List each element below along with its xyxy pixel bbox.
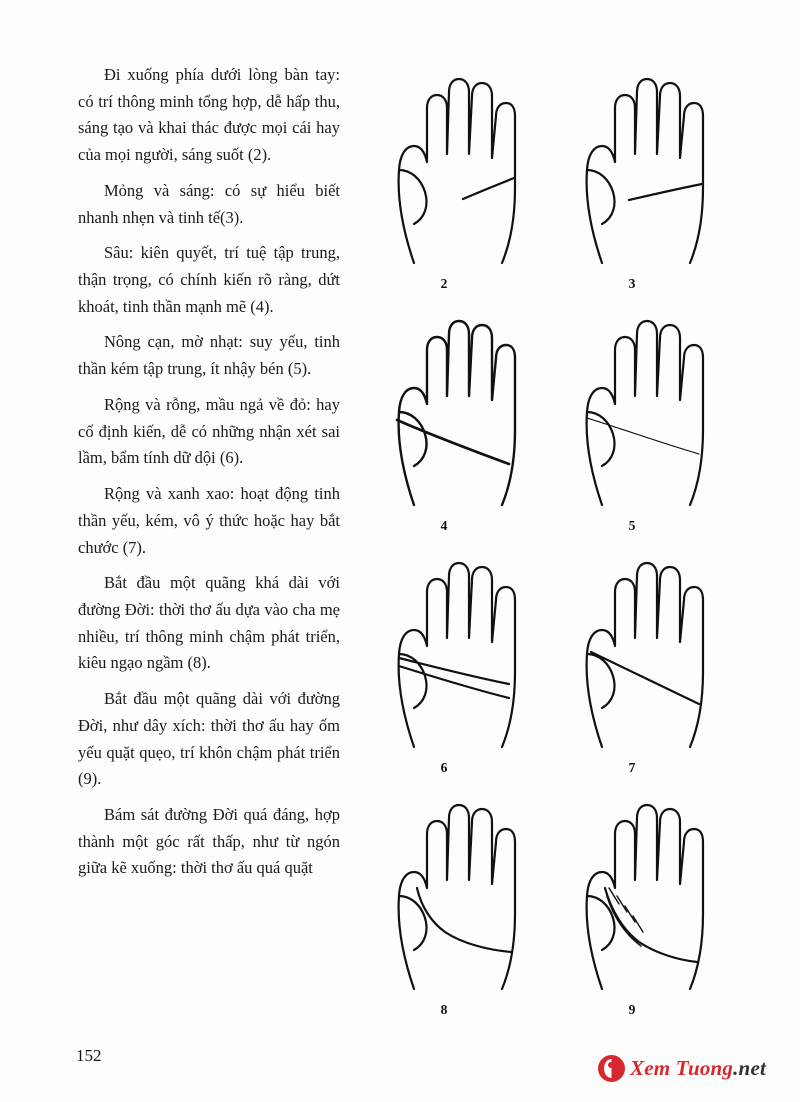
paragraph: Nông cạn, mờ nhạt: suy yếu, tinh thần kém tập trung, ít nhậy bén (5).: [78, 332, 340, 379]
hand-illustration-icon: [359, 542, 529, 752]
yin-yang-icon: [598, 1055, 625, 1082]
palm-diagram-5: [540, 300, 724, 542]
palm-diagram-6: [352, 542, 536, 784]
figure-number: 8: [440, 1002, 448, 1017]
palm-diagram-8: [352, 784, 536, 1026]
paragraph: Sâu: kiên quyết, trí tuệ tập trung, thận trọng, có chính kiến rõ ràng, dứt khoát, tinh thần mạnh mẽ (4).: [78, 243, 340, 316]
palm-diagram-7: [540, 542, 724, 784]
hand-illustration-icon: [547, 300, 717, 510]
paragraph: Bắt đầu một quãng khá dài với đường Đời: thời thơ ấu dựa vào cha mẹ nhiều, trí thông minh chậm phát triển, kiêu ngạo ngầm (8).: [78, 573, 340, 673]
figure-number: 5: [628, 518, 636, 533]
figure-number: 7: [628, 760, 636, 775]
paragraph: Rộng và rỗng, mầu ngả về đỏ: hay cố định kiến, dễ có những nhận xét sai lầm, bẩm tính dữ dội (6).: [78, 394, 340, 468]
watermark-text: [630, 1058, 766, 1079]
paragraph: Đi xuống phía dưới lòng bàn tay: có trí thông minh tổng hợp, dễ hấp thu, sáng tạo và khai thác được mọi cái hay của mọi người, sáng suốt (2).: [78, 65, 340, 165]
hand-illustration-icon: [359, 300, 529, 510]
paragraph: Rộng và xanh xao: hoạt động tinh thần yếu, kém, vô ý thức hoặc hay bắt chước (7).: [78, 484, 340, 557]
figure-number: 3: [628, 276, 636, 291]
palm-diagram-4: [352, 300, 536, 542]
palm-diagram-2: [352, 58, 536, 300]
palm-diagram-9: [540, 784, 724, 1026]
hand-illustration-icon: [547, 784, 717, 994]
figure-number: 2: [440, 276, 448, 291]
figure-grid: [352, 58, 724, 1026]
hand-illustration-icon: [359, 58, 529, 268]
text-column: [78, 62, 340, 891]
paragraph: Bám sát đường Đời quá đáng, hợp thành một góc rất thấp, như từ ngón giữa kẽ xuống: thời thơ ấu quá quặt: [78, 804, 340, 878]
figure-number: 9: [628, 1002, 636, 1017]
hand-illustration-icon: [547, 542, 717, 752]
palm-diagram-3: [540, 58, 724, 300]
figure-number: 6: [440, 760, 448, 775]
hand-illustration-icon: [359, 784, 529, 994]
watermark: [598, 1055, 766, 1082]
paragraph: Mỏng và sáng: có sự hiểu biết nhanh nhẹn và tinh tế(3).: [78, 180, 340, 227]
hand-illustration-icon: [547, 58, 717, 268]
page-number: 152: [76, 1046, 102, 1065]
watermark-suffix: .net: [733, 1056, 766, 1080]
watermark-name: Xem Tuong: [629, 1056, 734, 1080]
figure-number: 4: [440, 518, 448, 533]
paragraph: Bắt đầu một quãng dài với đường Đời, như dây xích: thời thơ ấu hay ốm yếu quặt quẹo, trí khôn chậm phát triển (9).: [78, 689, 340, 789]
